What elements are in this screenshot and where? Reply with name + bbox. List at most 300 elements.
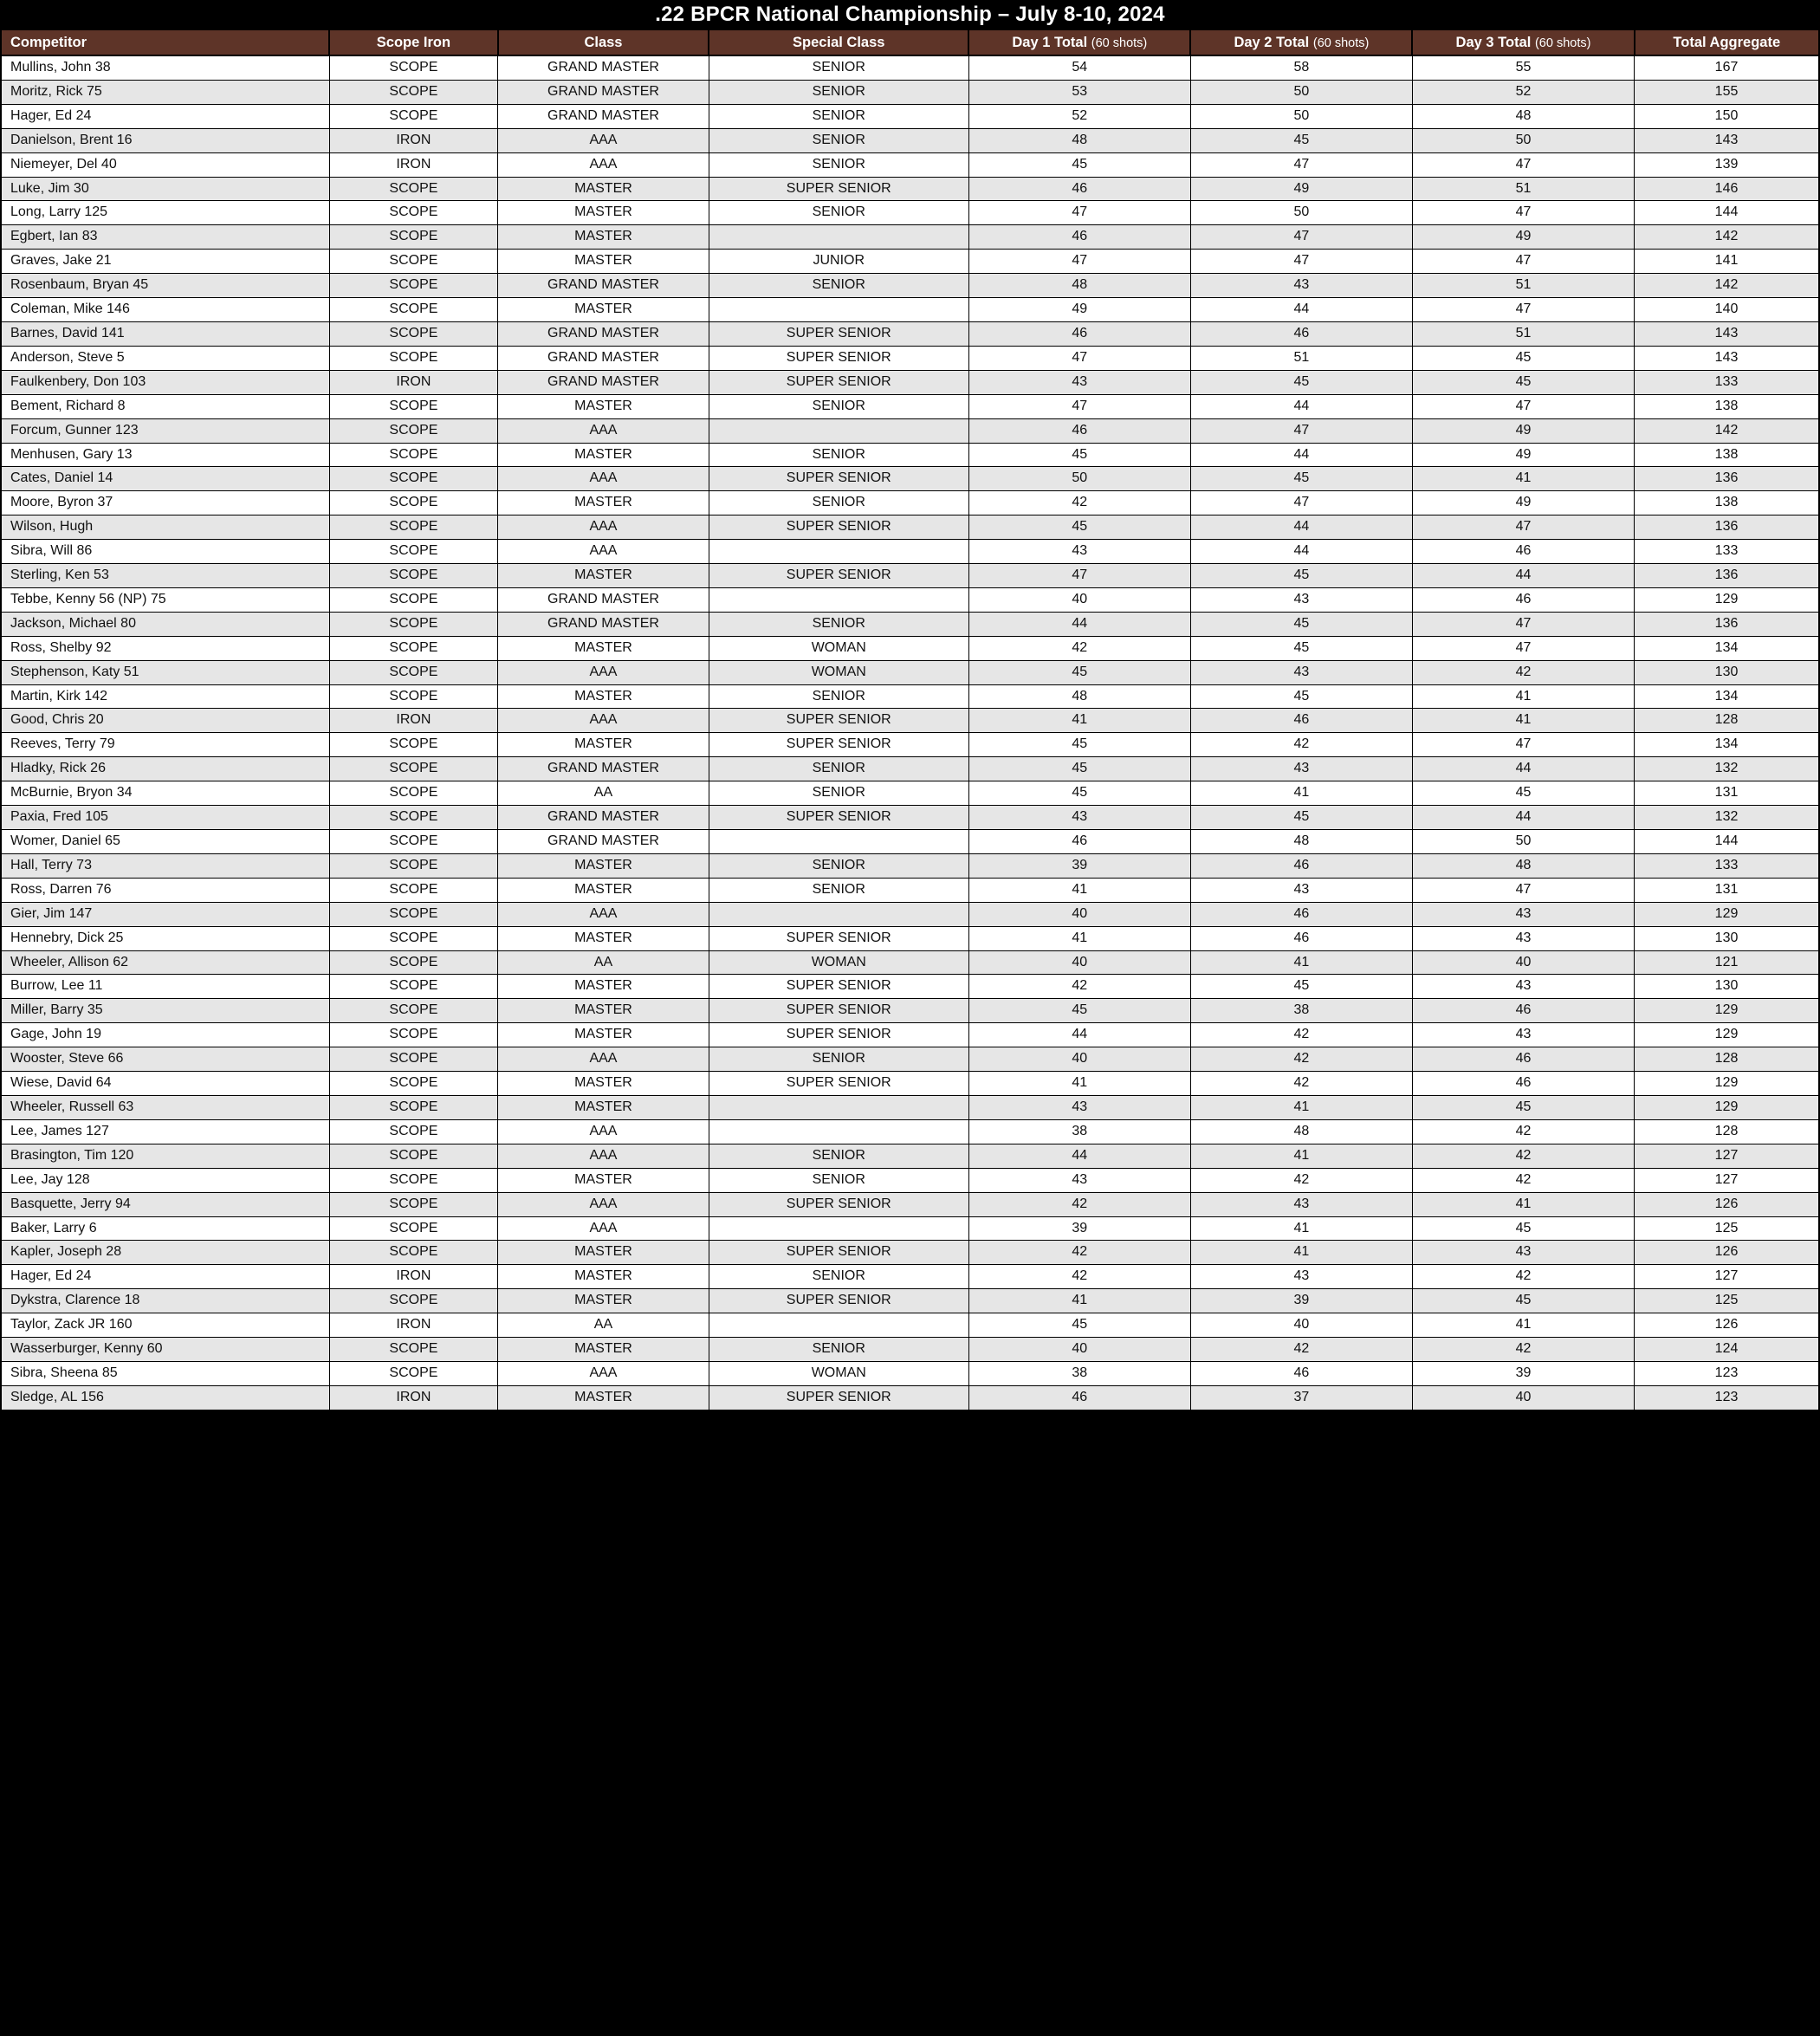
cell-class: MASTER: [498, 733, 709, 757]
cell-day-1-total: 46: [968, 418, 1190, 443]
cell-special-class: [709, 298, 968, 322]
cell-scope-iron: SCOPE: [329, 1241, 498, 1265]
table-row[interactable]: [1, 1216, 1819, 1241]
cell-special-class: SUPER SENIOR: [709, 346, 968, 370]
cell-competitor: Gier, Jim 147: [1, 902, 329, 926]
cell-day-3-total: 43: [1412, 926, 1634, 950]
cell-day-3-total: 55: [1412, 55, 1634, 80]
cell-day-1-total: 44: [968, 612, 1190, 636]
cell-total-aggregate: 131: [1635, 781, 1819, 806]
cell-total-aggregate: 143: [1635, 128, 1819, 152]
table-row[interactable]: [1, 660, 1819, 684]
cell-day-2-total: 46: [1190, 853, 1412, 878]
cell-day-2-total: 43: [1190, 1192, 1412, 1216]
cell-scope-iron: IRON: [329, 709, 498, 733]
cell-day-1-total: 43: [968, 370, 1190, 394]
cell-class: MASTER: [498, 394, 709, 418]
cell-day-1-total: 45: [968, 781, 1190, 806]
cell-class: MASTER: [498, 1241, 709, 1265]
cell-day-3-total: 49: [1412, 225, 1634, 250]
cell-scope-iron: SCOPE: [329, 587, 498, 612]
column-header-class[interactable]: [498, 29, 709, 55]
cell-day-3-total: 49: [1412, 418, 1634, 443]
cell-scope-iron: SCOPE: [329, 830, 498, 854]
cell-day-1-total: 43: [968, 1168, 1190, 1192]
cell-day-2-total: 43: [1190, 660, 1412, 684]
cell-class: AAA: [498, 152, 709, 177]
cell-class: MASTER: [498, 298, 709, 322]
table-row[interactable]: [1, 1168, 1819, 1192]
cell-day-2-total: 58: [1190, 55, 1412, 80]
cell-special-class: SENIOR: [709, 1265, 968, 1289]
cell-day-1-total: 47: [968, 346, 1190, 370]
cell-class: AAA: [498, 515, 709, 540]
cell-class: MASTER: [498, 1072, 709, 1096]
cell-day-2-total: 46: [1190, 902, 1412, 926]
cell-total-aggregate: 125: [1635, 1289, 1819, 1313]
cell-scope-iron: SCOPE: [329, 1216, 498, 1241]
cell-special-class: SUPER SENIOR: [709, 177, 968, 201]
table-row[interactable]: [1, 128, 1819, 152]
cell-scope-iron: SCOPE: [329, 225, 498, 250]
cell-day-3-total: 42: [1412, 1144, 1634, 1168]
column-header-day-1-total[interactable]: [968, 29, 1190, 55]
cell-day-1-total: 48: [968, 684, 1190, 709]
cell-day-3-total: 42: [1412, 1265, 1634, 1289]
cell-special-class: SUPER SENIOR: [709, 564, 968, 588]
cell-day-2-total: 44: [1190, 298, 1412, 322]
cell-day-3-total: 42: [1412, 660, 1634, 684]
cell-special-class: SUPER SENIOR: [709, 1385, 968, 1410]
table-row[interactable]: [1, 346, 1819, 370]
cell-competitor: Brasington, Tim 120: [1, 1144, 329, 1168]
table-row[interactable]: [1, 55, 1819, 80]
page-title-bar: [0, 0, 1820, 29]
cell-class: MASTER: [498, 1095, 709, 1119]
cell-class: MASTER: [498, 878, 709, 902]
cell-special-class: SENIOR: [709, 612, 968, 636]
cell-scope-iron: SCOPE: [329, 298, 498, 322]
cell-class: AAA: [498, 1047, 709, 1072]
cell-competitor: Ross, Shelby 92: [1, 636, 329, 660]
table-row[interactable]: [1, 298, 1819, 322]
table-row[interactable]: [1, 491, 1819, 515]
cell-special-class: SENIOR: [709, 1168, 968, 1192]
cell-special-class: SENIOR: [709, 274, 968, 298]
cell-scope-iron: SCOPE: [329, 1095, 498, 1119]
cell-day-2-total: 45: [1190, 612, 1412, 636]
column-header-total-aggregate-label: Total Aggregate: [1673, 34, 1781, 50]
cell-total-aggregate: 126: [1635, 1241, 1819, 1265]
cell-day-1-total: 47: [968, 201, 1190, 225]
cell-scope-iron: SCOPE: [329, 443, 498, 467]
cell-day-1-total: 45: [968, 999, 1190, 1023]
table-row[interactable]: [1, 612, 1819, 636]
cell-day-1-total: 39: [968, 1216, 1190, 1241]
cell-total-aggregate: 155: [1635, 80, 1819, 104]
table-row[interactable]: [1, 467, 1819, 491]
table-row[interactable]: [1, 999, 1819, 1023]
table-row[interactable]: [1, 1385, 1819, 1410]
cell-scope-iron: SCOPE: [329, 250, 498, 274]
cell-class: AAA: [498, 128, 709, 152]
table-row[interactable]: [1, 1047, 1819, 1072]
table-row[interactable]: [1, 1192, 1819, 1216]
cell-class: MASTER: [498, 1265, 709, 1289]
table-row[interactable]: [1, 733, 1819, 757]
table-row[interactable]: [1, 274, 1819, 298]
table-row[interactable]: [1, 1313, 1819, 1338]
cell-special-class: SENIOR: [709, 443, 968, 467]
cell-day-3-total: 47: [1412, 201, 1634, 225]
cell-scope-iron: SCOPE: [329, 274, 498, 298]
column-header-day-2-total[interactable]: [1190, 29, 1412, 55]
cell-day-3-total: 43: [1412, 1241, 1634, 1265]
cell-total-aggregate: 150: [1635, 104, 1819, 128]
cell-day-2-total: 45: [1190, 684, 1412, 709]
table-row[interactable]: [1, 370, 1819, 394]
cell-class: AAA: [498, 1192, 709, 1216]
cell-class: AA: [498, 781, 709, 806]
table-row[interactable]: [1, 104, 1819, 128]
cell-class: MASTER: [498, 177, 709, 201]
cell-day-2-total: 41: [1190, 1216, 1412, 1241]
cell-competitor: Lee, James 127: [1, 1119, 329, 1144]
cell-day-2-total: 45: [1190, 806, 1412, 830]
cell-total-aggregate: 144: [1635, 201, 1819, 225]
cell-competitor: Martin, Kirk 142: [1, 684, 329, 709]
cell-day-2-total: 45: [1190, 370, 1412, 394]
cell-special-class: SENIOR: [709, 757, 968, 781]
cell-total-aggregate: 133: [1635, 853, 1819, 878]
cell-day-3-total: 41: [1412, 467, 1634, 491]
cell-total-aggregate: 124: [1635, 1338, 1819, 1362]
cell-special-class: SUPER SENIOR: [709, 975, 968, 999]
column-header-total-aggregate[interactable]: [1635, 29, 1819, 55]
cell-special-class: [709, 1313, 968, 1338]
cell-day-3-total: 45: [1412, 781, 1634, 806]
cell-total-aggregate: 138: [1635, 394, 1819, 418]
cell-day-1-total: 40: [968, 587, 1190, 612]
cell-competitor: Miller, Barry 35: [1, 999, 329, 1023]
cell-class: GRAND MASTER: [498, 757, 709, 781]
cell-class: GRAND MASTER: [498, 346, 709, 370]
table-row[interactable]: [1, 1265, 1819, 1289]
cell-class: MASTER: [498, 250, 709, 274]
cell-total-aggregate: 133: [1635, 370, 1819, 394]
table-row[interactable]: [1, 587, 1819, 612]
cell-day-1-total: 54: [968, 55, 1190, 80]
table-row[interactable]: [1, 250, 1819, 274]
cell-day-1-total: 49: [968, 298, 1190, 322]
cell-class: AAA: [498, 902, 709, 926]
cell-competitor: Jackson, Michael 80: [1, 612, 329, 636]
cell-class: AAA: [498, 709, 709, 733]
cell-day-2-total: 44: [1190, 443, 1412, 467]
cell-special-class: SENIOR: [709, 104, 968, 128]
cell-total-aggregate: 136: [1635, 564, 1819, 588]
cell-day-2-total: 42: [1190, 1072, 1412, 1096]
cell-day-1-total: 45: [968, 1313, 1190, 1338]
cell-special-class: [709, 225, 968, 250]
cell-day-3-total: 42: [1412, 1168, 1634, 1192]
column-header-day-2-total-sub: (60 shots): [1312, 36, 1370, 50]
cell-special-class: SENIOR: [709, 1144, 968, 1168]
table-row[interactable]: [1, 321, 1819, 346]
cell-special-class: SENIOR: [709, 128, 968, 152]
table-row[interactable]: [1, 515, 1819, 540]
table-row[interactable]: [1, 225, 1819, 250]
cell-total-aggregate: 123: [1635, 1385, 1819, 1410]
cell-competitor: Coleman, Mike 146: [1, 298, 329, 322]
cell-competitor: Mullins, John 38: [1, 55, 329, 80]
table-row[interactable]: [1, 709, 1819, 733]
table-row[interactable]: [1, 781, 1819, 806]
cell-competitor: Wilson, Hugh: [1, 515, 329, 540]
cell-total-aggregate: 128: [1635, 1119, 1819, 1144]
cell-special-class: [709, 1216, 968, 1241]
table-row[interactable]: [1, 926, 1819, 950]
cell-scope-iron: SCOPE: [329, 1144, 498, 1168]
column-header-competitor[interactable]: [1, 29, 329, 55]
table-row[interactable]: [1, 1072, 1819, 1096]
cell-day-2-total: 41: [1190, 1241, 1412, 1265]
cell-special-class: JUNIOR: [709, 250, 968, 274]
cell-day-1-total: 43: [968, 1095, 1190, 1119]
cell-class: AA: [498, 950, 709, 975]
table-row[interactable]: [1, 1119, 1819, 1144]
cell-day-2-total: 40: [1190, 1313, 1412, 1338]
cell-day-3-total: 50: [1412, 830, 1634, 854]
cell-day-1-total: 41: [968, 709, 1190, 733]
table-header: [1, 29, 1819, 55]
cell-competitor: McBurnie, Bryon 34: [1, 781, 329, 806]
table-row[interactable]: [1, 902, 1819, 926]
cell-total-aggregate: 131: [1635, 878, 1819, 902]
cell-scope-iron: SCOPE: [329, 950, 498, 975]
cell-day-2-total: 51: [1190, 346, 1412, 370]
cell-competitor: Danielson, Brent 16: [1, 128, 329, 152]
cell-competitor: Hennebry, Dick 25: [1, 926, 329, 950]
cell-scope-iron: SCOPE: [329, 684, 498, 709]
cell-day-2-total: 41: [1190, 1144, 1412, 1168]
cell-scope-iron: SCOPE: [329, 902, 498, 926]
table-row[interactable]: [1, 878, 1819, 902]
table-row[interactable]: [1, 975, 1819, 999]
table-row[interactable]: [1, 950, 1819, 975]
cell-special-class: [709, 902, 968, 926]
cell-day-2-total: 45: [1190, 467, 1412, 491]
table-row[interactable]: [1, 564, 1819, 588]
cell-day-2-total: 50: [1190, 104, 1412, 128]
cell-day-2-total: 43: [1190, 757, 1412, 781]
cell-scope-iron: IRON: [329, 370, 498, 394]
table-row[interactable]: [1, 152, 1819, 177]
cell-scope-iron: SCOPE: [329, 1023, 498, 1047]
cell-scope-iron: SCOPE: [329, 104, 498, 128]
cell-competitor: Wheeler, Russell 63: [1, 1095, 329, 1119]
cell-scope-iron: SCOPE: [329, 853, 498, 878]
table-row[interactable]: [1, 443, 1819, 467]
cell-day-1-total: 42: [968, 975, 1190, 999]
table-row[interactable]: [1, 757, 1819, 781]
cell-class: MASTER: [498, 1168, 709, 1192]
table-row[interactable]: [1, 540, 1819, 564]
cell-day-3-total: 40: [1412, 1385, 1634, 1410]
cell-class: GRAND MASTER: [498, 274, 709, 298]
table-row[interactable]: [1, 1289, 1819, 1313]
cell-class: MASTER: [498, 999, 709, 1023]
column-header-special-class[interactable]: [709, 29, 968, 55]
cell-total-aggregate: 126: [1635, 1313, 1819, 1338]
cell-competitor: Baker, Larry 6: [1, 1216, 329, 1241]
cell-special-class: SUPER SENIOR: [709, 926, 968, 950]
cell-competitor: Wheeler, Allison 62: [1, 950, 329, 975]
table-row[interactable]: [1, 1361, 1819, 1385]
cell-day-3-total: 41: [1412, 709, 1634, 733]
cell-class: MASTER: [498, 443, 709, 467]
table-row[interactable]: [1, 684, 1819, 709]
cell-day-1-total: 44: [968, 1144, 1190, 1168]
column-header-day-1-total-label: Day 1 Total: [1012, 34, 1088, 50]
cell-day-2-total: 42: [1190, 1047, 1412, 1072]
table-row[interactable]: [1, 806, 1819, 830]
cell-special-class: WOMAN: [709, 950, 968, 975]
cell-total-aggregate: 144: [1635, 830, 1819, 854]
cell-total-aggregate: 134: [1635, 636, 1819, 660]
cell-day-2-total: 45: [1190, 975, 1412, 999]
table-row[interactable]: [1, 201, 1819, 225]
cell-total-aggregate: 129: [1635, 587, 1819, 612]
cell-day-2-total: 45: [1190, 636, 1412, 660]
cell-class: GRAND MASTER: [498, 80, 709, 104]
cell-special-class: WOMAN: [709, 1361, 968, 1385]
cell-scope-iron: SCOPE: [329, 394, 498, 418]
table-row[interactable]: [1, 177, 1819, 201]
column-header-scope-iron[interactable]: [329, 29, 498, 55]
cell-class: GRAND MASTER: [498, 830, 709, 854]
cell-day-2-total: 47: [1190, 250, 1412, 274]
cell-day-2-total: 41: [1190, 1095, 1412, 1119]
cell-day-2-total: 43: [1190, 587, 1412, 612]
cell-day-1-total: 40: [968, 1338, 1190, 1362]
cell-special-class: SENIOR: [709, 878, 968, 902]
cell-day-1-total: 45: [968, 733, 1190, 757]
cell-day-2-total: 44: [1190, 515, 1412, 540]
table-row[interactable]: [1, 394, 1819, 418]
cell-special-class: WOMAN: [709, 636, 968, 660]
cell-day-3-total: 45: [1412, 1289, 1634, 1313]
cell-special-class: SUPER SENIOR: [709, 1023, 968, 1047]
cell-special-class: SUPER SENIOR: [709, 321, 968, 346]
cell-class: MASTER: [498, 926, 709, 950]
cell-day-1-total: 47: [968, 394, 1190, 418]
cell-day-3-total: 46: [1412, 999, 1634, 1023]
cell-day-3-total: 52: [1412, 80, 1634, 104]
cell-day-1-total: 39: [968, 853, 1190, 878]
cell-competitor: Niemeyer, Del 40: [1, 152, 329, 177]
cell-day-3-total: 43: [1412, 1023, 1634, 1047]
cell-special-class: SENIOR: [709, 55, 968, 80]
cell-day-3-total: 45: [1412, 1095, 1634, 1119]
cell-day-3-total: 42: [1412, 1338, 1634, 1362]
cell-day-3-total: 41: [1412, 684, 1634, 709]
cell-scope-iron: SCOPE: [329, 491, 498, 515]
cell-day-1-total: 43: [968, 540, 1190, 564]
cell-scope-iron: IRON: [329, 152, 498, 177]
cell-competitor: Sterling, Ken 53: [1, 564, 329, 588]
cell-day-3-total: 45: [1412, 1216, 1634, 1241]
cell-special-class: SUPER SENIOR: [709, 1241, 968, 1265]
cell-special-class: SENIOR: [709, 491, 968, 515]
table-row[interactable]: [1, 1241, 1819, 1265]
table-row[interactable]: [1, 1338, 1819, 1362]
cell-day-1-total: 46: [968, 321, 1190, 346]
cell-day-3-total: 40: [1412, 950, 1634, 975]
cell-scope-iron: SCOPE: [329, 1072, 498, 1096]
cell-scope-iron: SCOPE: [329, 55, 498, 80]
cell-day-3-total: 44: [1412, 757, 1634, 781]
cell-class: MASTER: [498, 564, 709, 588]
column-header-day-3-total[interactable]: [1412, 29, 1634, 55]
cell-scope-iron: SCOPE: [329, 515, 498, 540]
cell-competitor: Luke, Jim 30: [1, 177, 329, 201]
cell-special-class: SUPER SENIOR: [709, 1072, 968, 1096]
cell-day-2-total: 43: [1190, 1265, 1412, 1289]
cell-special-class: [709, 540, 968, 564]
cell-class: GRAND MASTER: [498, 370, 709, 394]
table-row[interactable]: [1, 853, 1819, 878]
cell-scope-iron: SCOPE: [329, 540, 498, 564]
cell-scope-iron: SCOPE: [329, 418, 498, 443]
table-row[interactable]: [1, 830, 1819, 854]
cell-day-1-total: 41: [968, 926, 1190, 950]
cell-day-3-total: 49: [1412, 491, 1634, 515]
cell-class: MASTER: [498, 853, 709, 878]
cell-total-aggregate: 142: [1635, 418, 1819, 443]
cell-day-1-total: 45: [968, 660, 1190, 684]
cell-class: GRAND MASTER: [498, 587, 709, 612]
cell-scope-iron: IRON: [329, 128, 498, 152]
cell-total-aggregate: 130: [1635, 660, 1819, 684]
cell-day-3-total: 46: [1412, 540, 1634, 564]
cell-competitor: Sledge, AL 156: [1, 1385, 329, 1410]
cell-day-3-total: 47: [1412, 152, 1634, 177]
cell-day-3-total: 47: [1412, 394, 1634, 418]
cell-day-1-total: 42: [968, 1265, 1190, 1289]
cell-day-1-total: 44: [968, 1023, 1190, 1047]
cell-total-aggregate: 127: [1635, 1144, 1819, 1168]
cell-day-2-total: 42: [1190, 1338, 1412, 1362]
table-row[interactable]: [1, 418, 1819, 443]
table-row[interactable]: [1, 636, 1819, 660]
cell-day-2-total: 50: [1190, 80, 1412, 104]
cell-competitor: Sibra, Will 86: [1, 540, 329, 564]
table-row[interactable]: [1, 1144, 1819, 1168]
cell-competitor: Rosenbaum, Bryan 45: [1, 274, 329, 298]
cell-day-1-total: 46: [968, 225, 1190, 250]
cell-day-1-total: 38: [968, 1361, 1190, 1385]
cell-total-aggregate: 136: [1635, 467, 1819, 491]
column-header-special-class-label: Special Class: [793, 34, 885, 50]
table-row[interactable]: [1, 1095, 1819, 1119]
table-row[interactable]: [1, 80, 1819, 104]
table-row[interactable]: [1, 1023, 1819, 1047]
cell-day-1-total: 43: [968, 806, 1190, 830]
cell-total-aggregate: 140: [1635, 298, 1819, 322]
cell-scope-iron: SCOPE: [329, 1192, 498, 1216]
cell-day-3-total: 44: [1412, 806, 1634, 830]
